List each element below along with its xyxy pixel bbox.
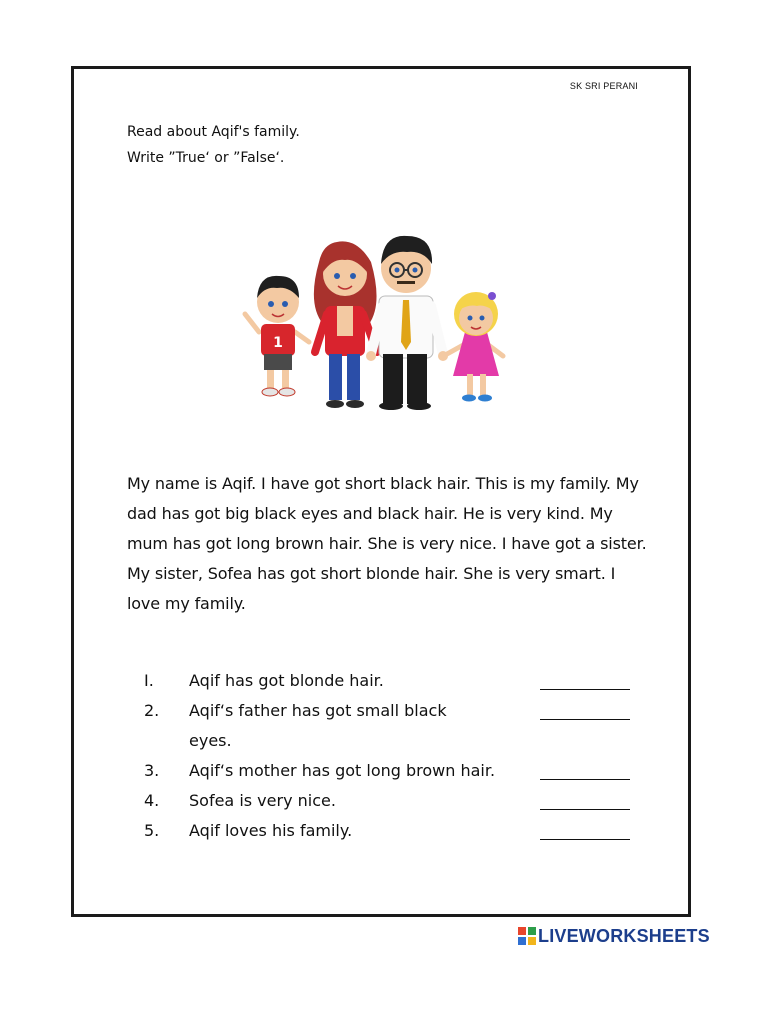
question-item: [144, 697, 644, 757]
question-text: Aqif‘s father has got small black eyes.: [189, 701, 447, 750]
answer-blank[interactable]: [540, 779, 630, 780]
school-name: SK SRI PERANI: [569, 81, 638, 91]
answer-blank[interactable]: [540, 719, 630, 720]
question-text: Sofea is very nice.: [189, 791, 336, 810]
liveworksheets-watermark: [518, 925, 710, 947]
worksheet-page: [71, 66, 691, 917]
true-false-questions: [144, 667, 644, 847]
question-number: I.: [144, 671, 154, 690]
question-text: Aqif loves his family.: [189, 821, 353, 840]
svg-text:1: 1: [273, 335, 283, 351]
instructions: [127, 119, 300, 171]
question-item: [144, 757, 644, 787]
question-item: [144, 817, 644, 847]
answer-blank[interactable]: [540, 689, 630, 690]
answer-blank[interactable]: [540, 839, 630, 840]
instruction-line-1: Read about Aqif's family.: [127, 124, 300, 140]
question-number: 3.: [144, 761, 160, 780]
girl-figure: [447, 292, 503, 402]
liveworksheets-logo-icon: [518, 927, 536, 945]
question-number: 5.: [144, 821, 160, 840]
mum-figure: [314, 241, 377, 408]
instruction-line-2: Write ”True‘ or ”False‘.: [127, 150, 285, 166]
family-illustration: [237, 214, 517, 414]
question-item: [144, 787, 644, 817]
question-text: Aqif‘s mother has got long brown hair.: [189, 761, 496, 780]
question-number: 2.: [144, 701, 160, 720]
question-text: Aqif has got blonde hair.: [189, 671, 384, 690]
reading-passage: My name is Aqif. I have got short black hair. This is my family. My dad has got big black eyes and black hair. He is very kind. My mum has got long brown hair. She is very nice. I have got a sister. My sister, Sofea has got short blonde hair. She is very smart. I love my family.: [127, 474, 647, 613]
question-number: 4.: [144, 791, 160, 810]
watermark-brand: LIVEWORKSHEETS: [538, 925, 710, 946]
question-item: [144, 667, 644, 697]
boy-figure: [245, 276, 309, 396]
answer-blank[interactable]: [540, 809, 630, 810]
dad-figure: [366, 236, 448, 410]
